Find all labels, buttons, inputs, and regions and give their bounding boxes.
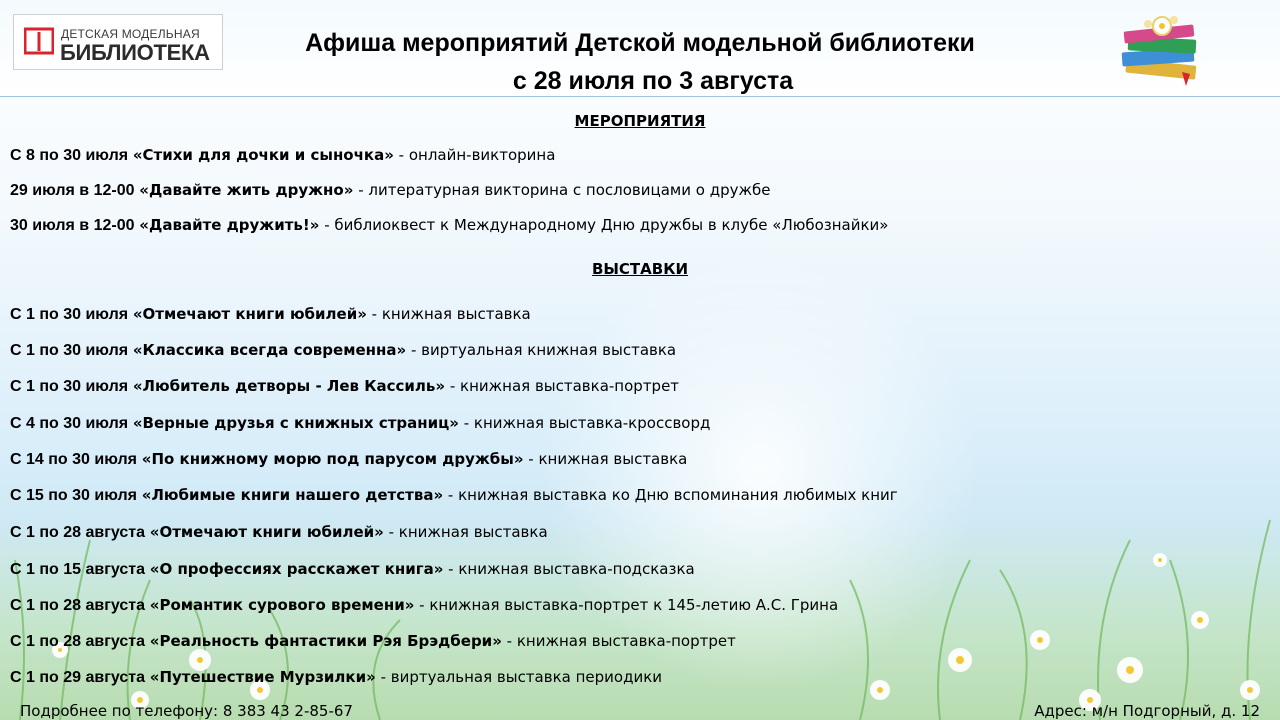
exhibition-desc: - книжная выставка-кроссворд [458,414,711,432]
page-title [290,24,990,100]
exhibition-name: «О профессиях расскажет книга» [149,560,444,578]
exhibition-desc: - книжная выставка-подсказка [443,560,695,578]
exhibition-name: «Отмечают книги юбилей» [132,305,367,323]
exhibition-desc: - книжная выставка [383,523,548,541]
exhibition-item [10,450,687,469]
exhibition-date: С 14 по 30 июля [10,451,137,468]
event-date: 30 июля в 12-00 [10,217,135,234]
event-item [10,146,555,165]
exhibition-date: С 1 по 15 августа [10,561,145,578]
content [0,96,1280,720]
exhibition-item [10,305,531,324]
exhibition-date: С 15 по 30 июля [10,487,137,504]
exhibition-name: «Любимые книги нашего детства» [141,486,444,504]
exhibition-item [10,377,679,396]
exhibition-date: С 1 по 30 июля [10,342,129,359]
exhibition-date: С 1 по 30 июля [10,378,129,395]
exhibition-item [10,596,838,615]
exhibitions-heading: ВЫСТАВКИ [591,260,689,278]
exhibition-desc: - книжная выставка [523,450,688,468]
exhibition-desc: - книжная выставка-портрет к 145-летию А.С. Грина [414,596,839,614]
exhibition-name: «Отмечают книги юбилей» [149,523,384,541]
library-logo [13,14,223,70]
exhibition-item [10,632,736,651]
exhibition-item [10,486,898,505]
event-desc: - онлайн-викторина [393,146,556,164]
event-name: «Стихи для дочки и сыночка» [132,146,394,164]
exhibition-date: С 1 по 28 августа [10,597,145,614]
event-date: 29 июля в 12-00 [10,182,135,199]
exhibition-name: «Романтик сурового времени» [149,596,415,614]
exhibition-item [10,523,548,542]
event-name: «Давайте дружить!» [139,216,320,234]
exhibition-desc: - виртуальная выставка периодики [375,668,663,686]
exhibition-date: С 1 по 30 июля [10,306,129,323]
logo-text-line2: БИБЛИОТЕКА [60,40,210,65]
footer-address: Адрес: м/н Подгорный, д. 12 [1034,702,1260,720]
events-heading: МЕРОПРИЯТИЯ [574,112,706,130]
exhibition-date: С 1 по 28 августа [10,633,145,650]
event-desc: - библиоквест к Международному Дню дружбы в клубе «Любознайки» [319,216,889,234]
title-line1: Афиша мероприятий Детской модельной библиотеки [305,29,975,57]
exhibition-item [10,668,662,687]
exhibition-desc: - книжная выставка ко Дню вспоминания любимых книг [443,486,898,504]
exhibition-desc: - книжная выставка [366,305,531,323]
exhibition-desc: - книжная выставка-портрет [445,377,680,395]
books-flower-icon [1112,10,1208,90]
title-line2: с 28 июля по 3 августа [512,67,794,95]
exhibition-name: «Путешествие Мурзилки» [149,668,376,686]
exhibition-item [10,560,695,579]
exhibition-desc: - виртуальная книжная выставка [406,341,677,359]
logo-text-line1: ДЕТСКАЯ МОДЕЛЬНАЯ [61,27,200,41]
exhibition-name: «Верные друзья с книжных страниц» [132,414,459,432]
exhibition-date: С 4 по 30 июля [10,415,129,432]
event-item [10,216,889,235]
exhibition-item [10,341,676,360]
exhibition-name: «Реальность фантастики Рэя Брэдбери» [149,632,502,650]
event-name: «Давайте жить дружно» [139,181,354,199]
exhibition-name: «По книжному морю под парусом дружбы» [141,450,524,468]
event-desc: - литературная викторина с пословицами о дружбе [353,181,771,199]
event-date: С 8 по 30 июля [10,147,129,164]
exhibition-date: С 1 по 29 августа [10,669,145,686]
exhibition-desc: - книжная выставка-портрет [501,632,736,650]
exhibition-name: «Любитель детворы - Лев Кассиль» [132,377,446,395]
open-book-icon [24,27,54,55]
exhibition-name: «Классика всегда современна» [132,341,407,359]
event-item [10,181,770,200]
exhibition-item [10,414,710,433]
exhibition-date: С 1 по 28 августа [10,524,145,541]
footer-phone: Подробнее по телефону: 8 383 43 2-85-67 [20,702,353,720]
header [0,0,1280,97]
